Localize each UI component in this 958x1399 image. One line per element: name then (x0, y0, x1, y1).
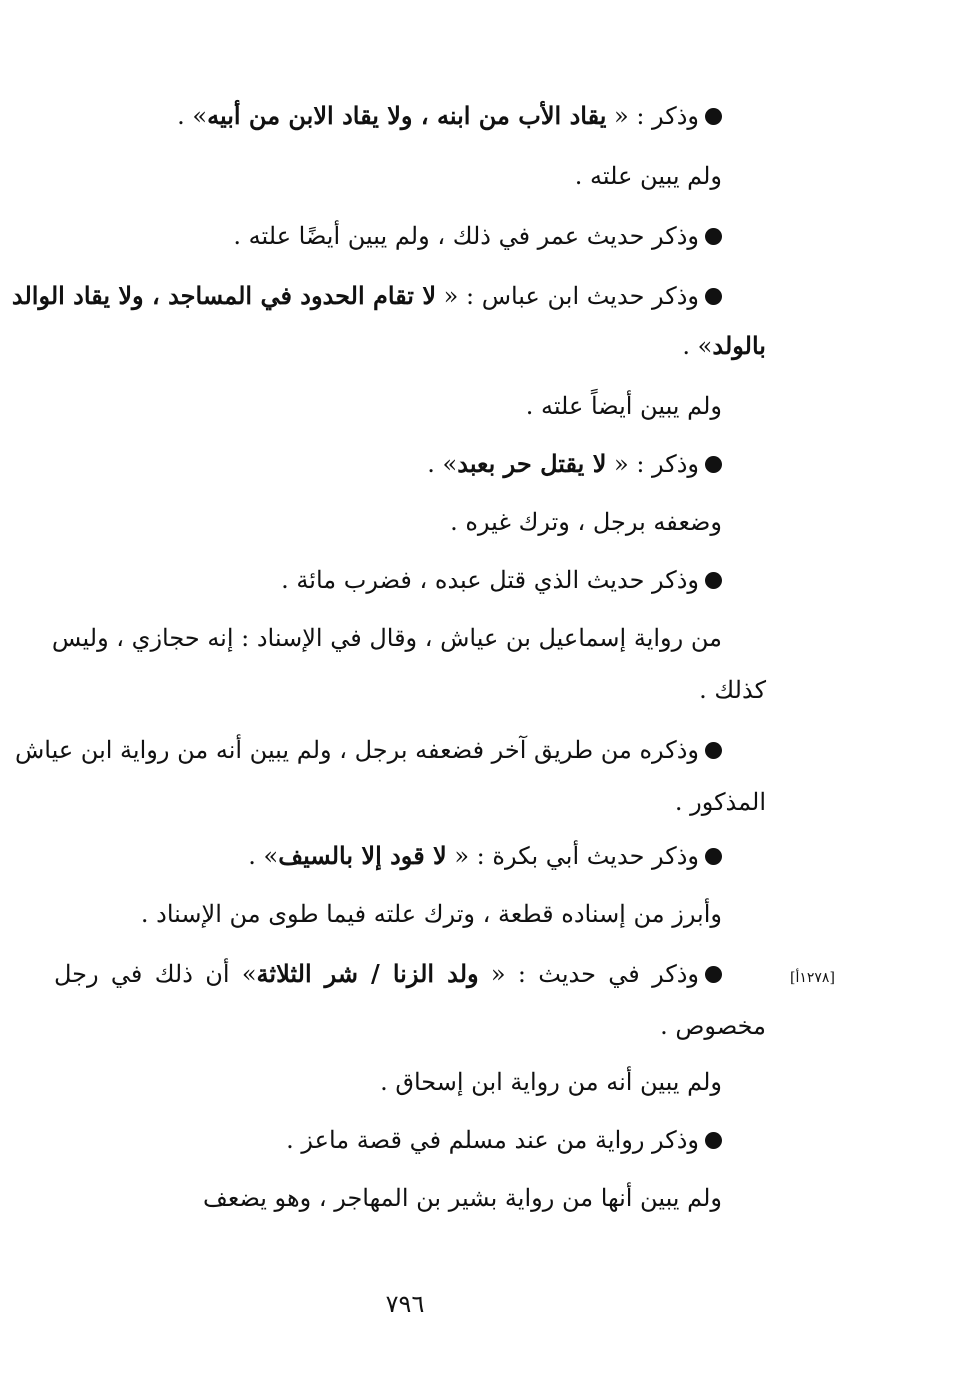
text-line-13: المذكور . (674, 788, 766, 816)
text-line-18: ولم يبين أنه من رواية ابن إسحاق . (380, 1068, 722, 1096)
hadith-quote: بالولد (712, 331, 766, 360)
hadith-quote: لا تقام الحدود في المساجد ، ولا يقاد الوالد (11, 281, 437, 310)
bullet-icon (705, 456, 722, 473)
text-line-20: ولم يبين أنها من رواية بشير بن المهاجر ، وهو يضعف (203, 1184, 722, 1212)
margin-manuscript-reference: [١٢٧٨أ] (790, 970, 835, 986)
page-number: ٧٩٦ (385, 1290, 425, 1318)
text-line-15: وأبرز من إسناده قطعة ، وترك علته فيما طوى من الإسناد . (140, 900, 722, 928)
bullet-icon (705, 108, 722, 125)
bullet-icon (705, 848, 722, 865)
hadith-quote: ولد الزنا / شر الثلاثة (256, 959, 479, 988)
text-line-14: وذكر حديث أبي بكرة : « لا قود إلا بالسيف» . (248, 840, 722, 872)
text-line-7: وذكر : « لا يقتل حر بعبد» . (427, 448, 722, 480)
text-line-1: وذكر : « يقاد الأب من ابنه ، ولا يقاد الابن من أبيه» . (177, 100, 722, 132)
text-line-6: ولم يبين أيضاً علته . (525, 392, 722, 420)
text-line-12: وذكره من طريق آخر فضعفه برجل ، ولم يبين أنه من رواية ابن عياش (54, 734, 722, 766)
text-line-9: وذكر حديث الذي قتل عبده ، فضرب مائة . (281, 564, 722, 596)
text-line-19: وذكر رواية من عند مسلم في قصة ماعز . (286, 1124, 722, 1156)
text-line-17: مخصوص . (660, 1012, 766, 1040)
hadith-quote: لا قود إلا بالسيف (278, 841, 447, 870)
bullet-icon (705, 228, 722, 245)
hadith-quote: لا يقتل حر بعبد (457, 449, 607, 478)
bullet-icon (705, 288, 722, 305)
bullet-icon (705, 572, 722, 589)
text-line-2: ولم يبين علته . (574, 162, 722, 190)
text-line-8: وضعفه برجل ، وترك غيره . (450, 508, 722, 536)
text-line-10: من رواية إسماعيل بن عياش ، وقال في الإسناد : إنه حجازي ، وليس (51, 624, 722, 652)
bullet-icon (705, 742, 722, 759)
text-line-3: وذكر حديث عمر في ذلك ، ولم يبين أيضًا علته . (233, 220, 722, 252)
text-line-4: وذكر حديث ابن عباس : « لا تقام الحدود في المساجد ، ولا يقاد الوالد (54, 280, 722, 312)
text-line-5: بالولد» . (682, 331, 766, 360)
hadith-quote: يقاد الأب من ابنه ، ولا يقاد الابن من أبيه (207, 101, 607, 130)
bullet-icon (705, 1132, 722, 1149)
text-line-16: وذكر في حديث : « ولد الزنا / شر الثلاثة» أن ذلك في رجل (54, 958, 722, 990)
bullet-icon (705, 966, 722, 983)
text-line-11: كذلك . (699, 676, 766, 704)
